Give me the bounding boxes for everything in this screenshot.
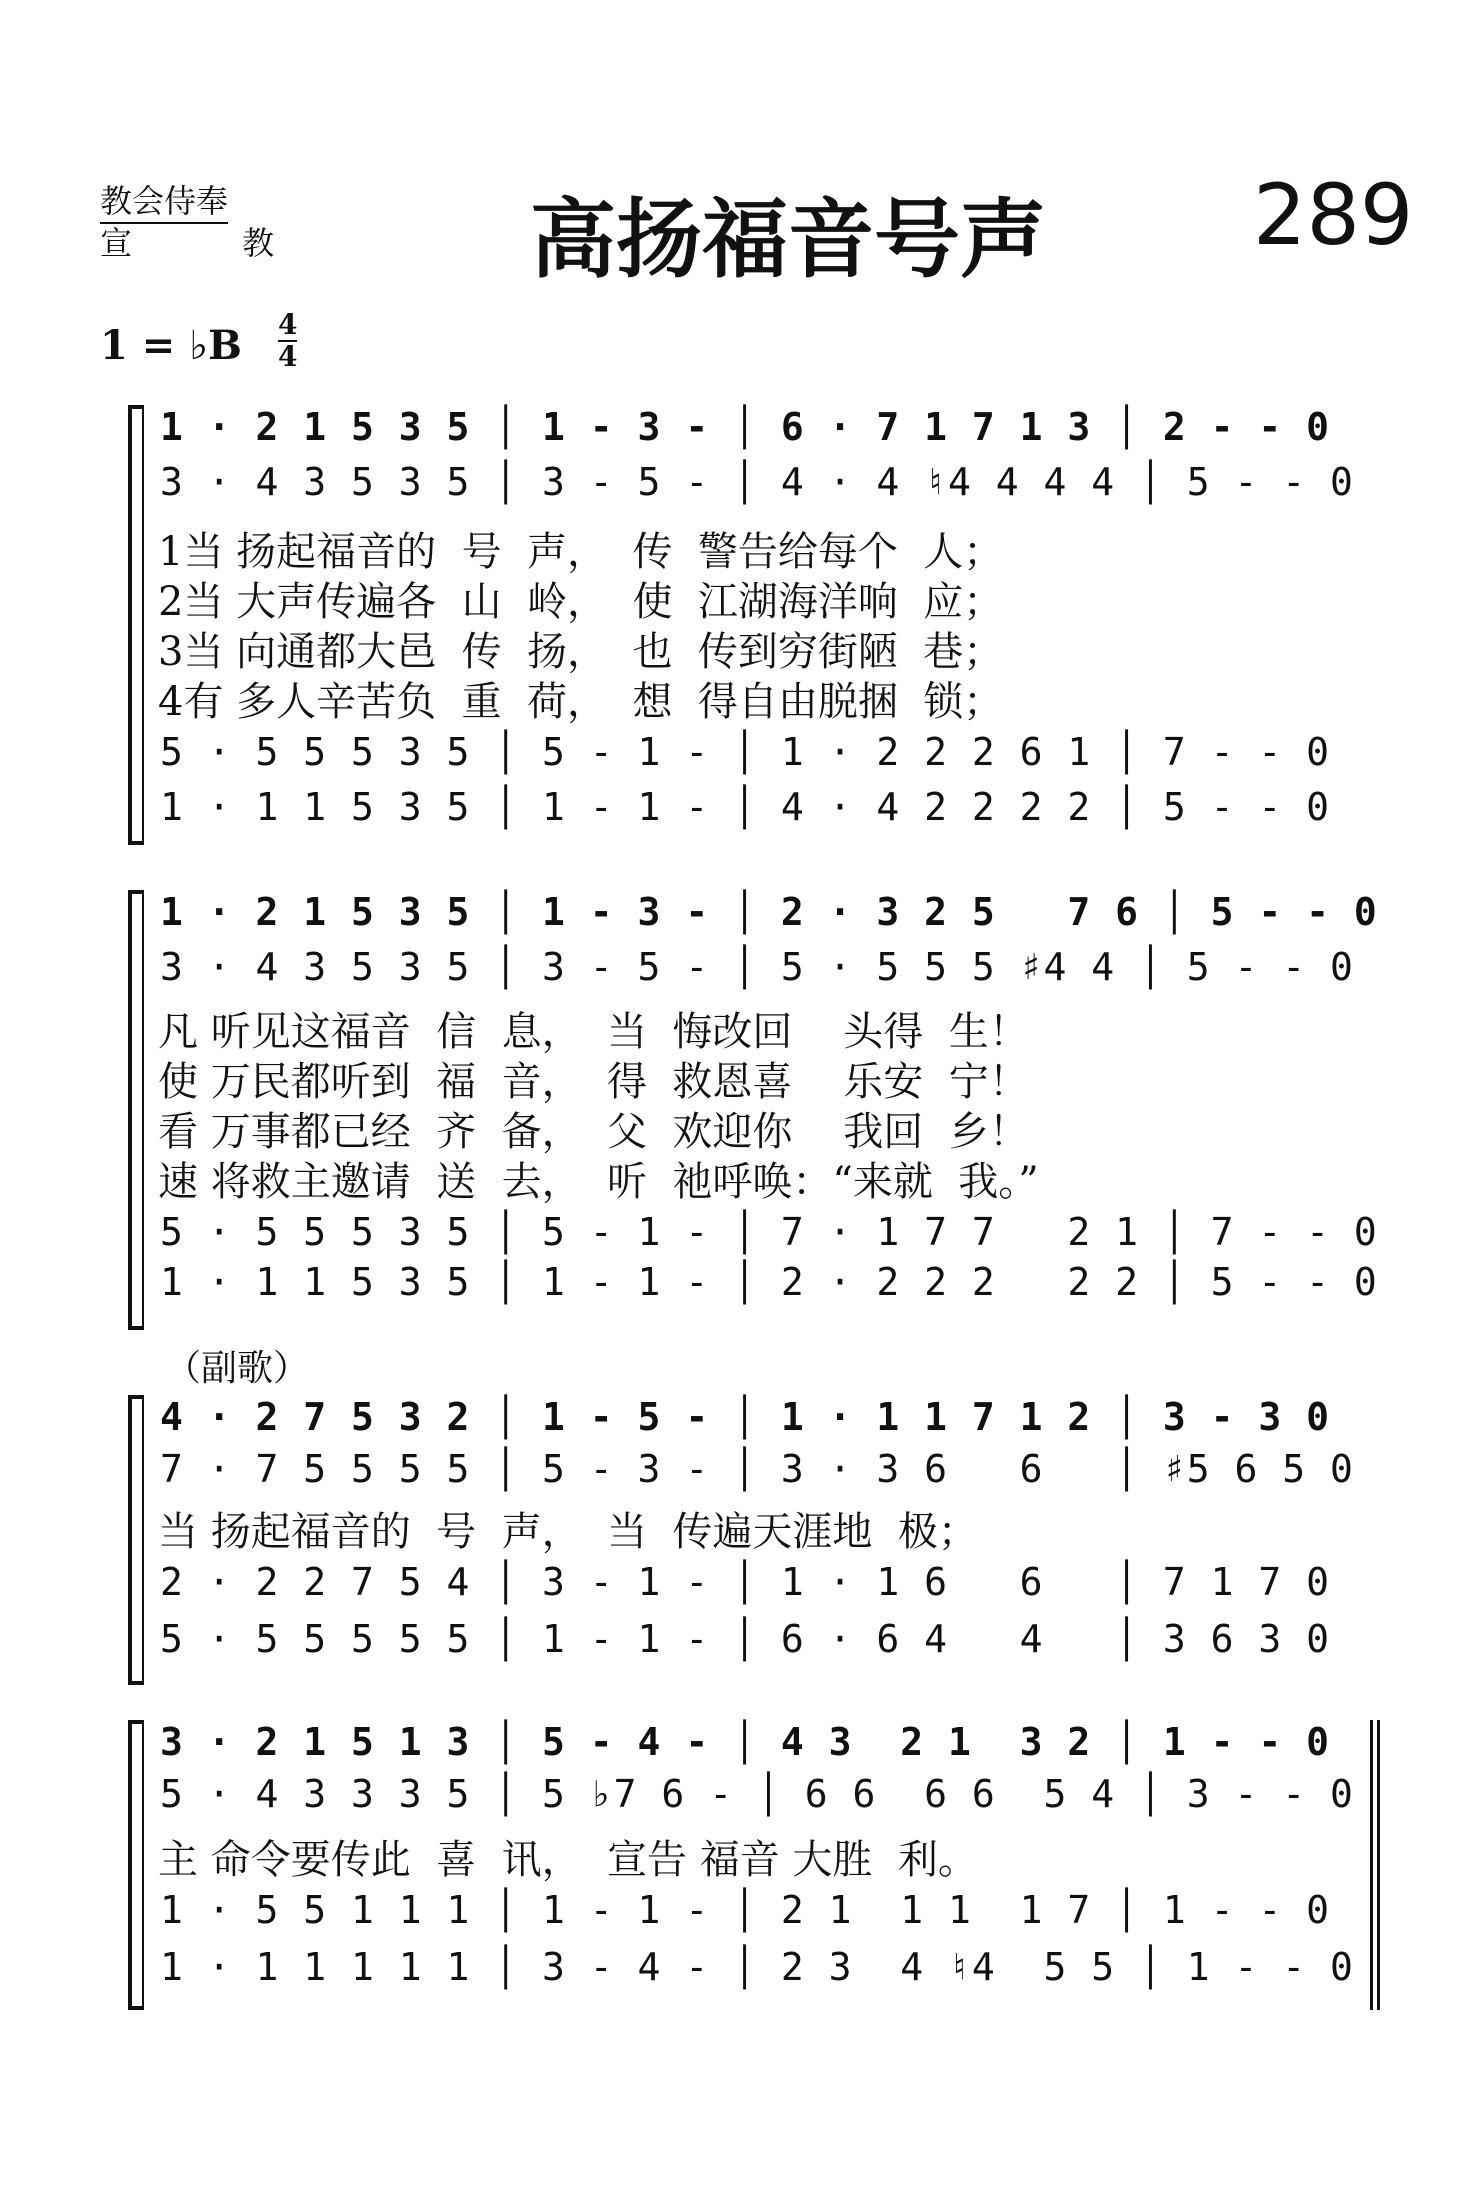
final-barline [1370,1720,1384,2010]
hymn-number: 289 [1253,166,1414,264]
lyric-line: 看 万事都已经 齐 备， 父 欢迎你 我回 乡！ [158,1109,1029,1155]
hymn-title: 高扬福音号声 [530,189,1046,290]
bass-line: 1 · 1 1 5 3 5 │ 1 - 1 - │ 2 · 2 2 2 2 2 │ 5 - - 0 [160,1260,1378,1304]
soprano-line: 4 · 2 7 5 3 2 │ 1 - 5 - │ 1 · 1 1 7 1 2 │ 3 - 3 0 [160,1395,1331,1439]
chorus-label: （副歌） [165,1348,310,1389]
soprano-line: 1 · 2 1 5 3 5 │ 1 - 3 - │ 6 · 7 1 7 1 3 │ 2 - - 0 [160,405,1331,449]
lyric-line: 1当 扬起福音的 号 声， 传 警告给每个 人； [158,529,1004,575]
time-top: 4 [278,308,298,341]
system-bracket-line [142,1720,144,2010]
system-1 [120,405,1390,845]
lyric-line: 2当 大声传遍各 山 岭， 使 江湖海洋响 应； [158,579,1004,625]
tenor-line: 2 · 2 2 7 5 4 │ 3 - 1 - │ 1 · 1 6 6 │ 7 1 7 0 [160,1560,1331,1604]
category-label: 教会侍奉 [100,176,228,224]
system-4 [120,1720,1390,2010]
lyric-line: 4有 多人辛苦负 重 荷， 想 得自由脱捆 锁； [158,679,1004,725]
bass-line: 1 · 1 1 1 1 1 │ 3 - 4 - │ 2 3 4 ♮4 5 5 │ 1 - - 0 [160,1945,1354,1989]
lyric-line: 凡 听见这福音 信 息， 当 悔改回 头得 生！ [158,1009,1029,1055]
system-bracket [128,405,142,845]
system-2 [120,890,1390,1330]
lyric-line: 当 扬起福音的 号 声， 当 传遍天涯地 极； [158,1509,978,1555]
lyric-line: 3当 向通都大邑 传 扬， 也 传到穷街陋 巷； [158,629,1004,675]
lyric-line: 速 将救主邀请 送 去， 听 祂呼唤：“来就 我。” [158,1159,1039,1205]
soprano-line: 3 · 2 1 5 1 3 │ 5 - 4 - │ 4 3 2 1 3 2 │ 1 - - 0 [160,1720,1331,1764]
bass-line: 1 · 1 1 5 3 5 │ 1 - 1 - │ 4 · 4 2 2 2 2 │ 5 - - 0 [160,785,1331,829]
soprano-line: 1 · 2 1 5 3 5 │ 1 - 3 - │ 2 · 3 2 5 7 6 │ 5 - - 0 [160,890,1378,934]
time-signature [278,310,297,372]
system-bracket [128,890,142,1330]
tenor-line: 1 · 5 5 1 1 1 │ 1 - 1 - │ 2 1 1 1 1 7 │ 1 - - 0 [160,1888,1331,1932]
system-bracket [128,1720,142,2010]
time-bottom: 4 [278,340,298,373]
system-bracket [128,1395,142,1685]
lyric-line: 主 命令要传此 喜 讯， 宣告 福音 大胜 利。 [158,1837,978,1883]
alto-line: 3 · 4 3 5 3 5 │ 3 - 5 - │ 4 · 4 ♮4 4 4 4 │ 5 - - 0 [160,460,1354,504]
category-sublabel: 宣 教 [100,224,325,262]
bass-line: 5 · 5 5 5 5 5 │ 1 - 1 - │ 6 · 6 4 4 │ 3 6 3 0 [160,1617,1331,1661]
alto-line: 7 · 7 5 5 5 5 │ 5 - 3 - │ 3 · 3 6 6 │ ♯5 6 5 0 [160,1447,1354,1491]
system-bracket-line [142,1395,144,1685]
system-bracket-line [142,405,144,845]
lyric-line: 使 万民都听到 福 音， 得 救恩喜 乐安 宁！ [158,1059,1029,1105]
key-signature: 1 = ♭B [100,322,242,369]
tenor-line: 5 · 5 5 5 3 5 │ 5 - 1 - │ 1 · 2 2 2 6 1 │ 7 - - 0 [160,730,1331,774]
tenor-line: 5 · 5 5 5 3 5 │ 5 - 1 - │ 7 · 1 7 7 2 1 │ 7 - - 0 [160,1210,1378,1254]
alto-line: 3 · 4 3 5 3 5 │ 3 - 5 - │ 5 · 5 5 5 ♯4 4 │ 5 - - 0 [160,945,1354,989]
alto-line: 5 · 4 3 3 3 5 │ 5 ♭7 6 - │ 6 6 6 6 5 4 │ 3 - - 0 [160,1772,1354,1816]
system-bracket-line [142,890,144,1330]
system-3 [120,1395,1390,1685]
